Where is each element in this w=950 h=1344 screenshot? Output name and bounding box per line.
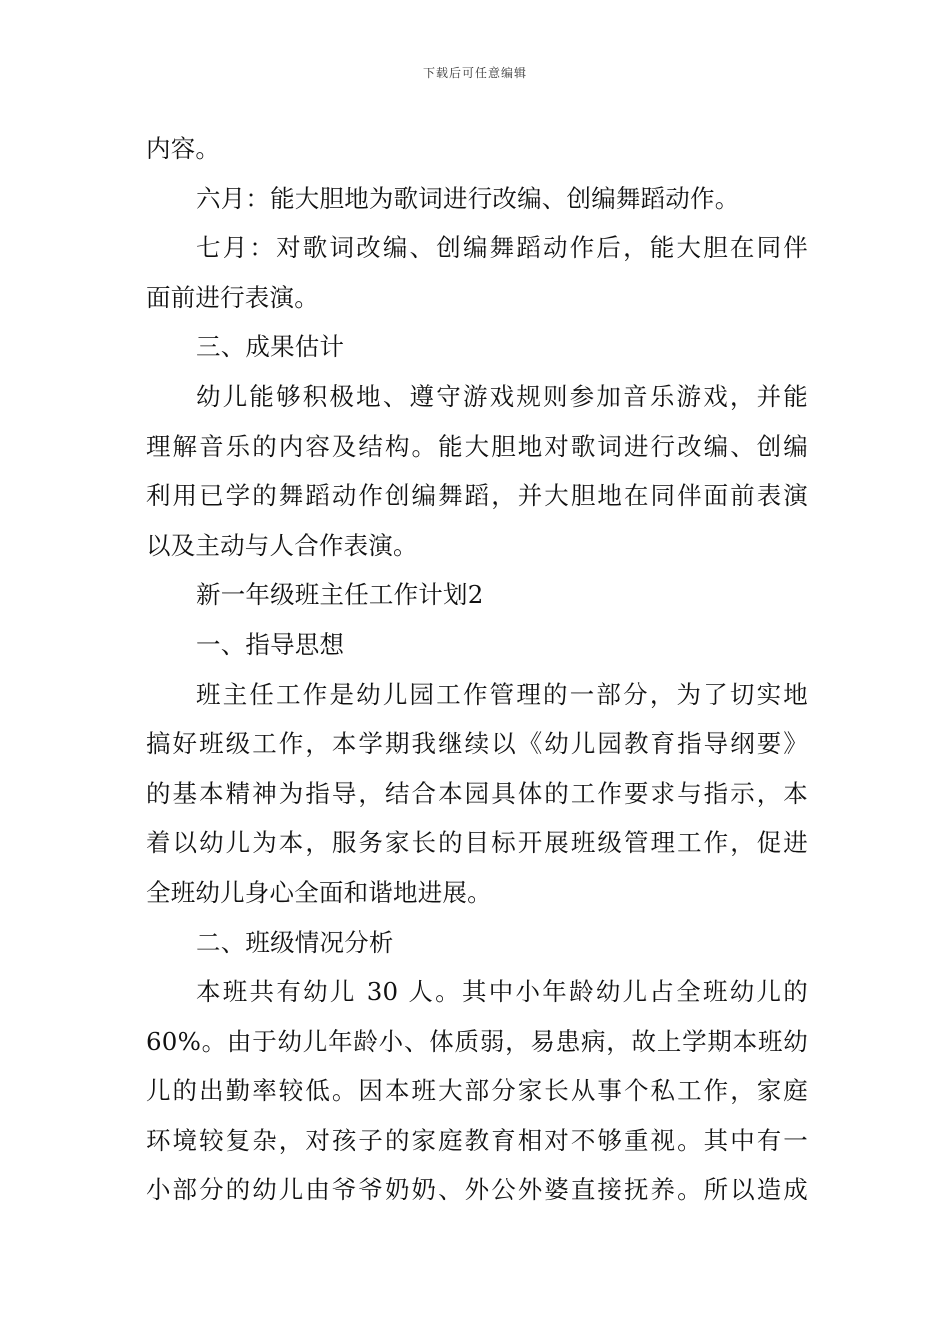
text-line: 环境较复杂，对孩子的家庭教育相对不够重视。其中有一 [146,1125,808,1155]
document-title: 新一年级班主任工作计划2 [196,580,484,610]
text-line: 的基本精神为指导，结合本园具体的工作要求与指示，本 [146,778,808,808]
text-line: 60%。由于幼儿年龄小、体质弱，易患病，故上学期本班幼 [146,1026,808,1056]
page-header: 下载后可任意编辑 [422,66,527,80]
section-heading: 三、成果估计 [196,332,345,362]
text-line: 理解音乐的内容及结构。能大胆地对歌词进行改编、创编 [146,431,808,461]
text-line: 幼儿能够积极地、遵守游戏规则参加音乐游戏，并能 [196,381,808,411]
text-line: 搞好班级工作，本学期我继续以《幼儿园教育指导纲要》 [146,729,808,759]
text-line: 着以幼儿为本，服务家长的目标开展班级管理工作，促进 [146,828,808,858]
text-line: 班主任工作是幼儿园工作管理的一部分，为了切实地 [196,679,808,709]
section-heading: 二、班级情况分析 [196,927,394,957]
section-heading: 一、指导思想 [196,629,345,659]
text-line: 本班共有幼儿 30 人。其中小年龄幼儿占全班幼儿的 [196,977,808,1007]
text-line: 全班幼儿身心全面和谐地进展。 [146,877,492,907]
text-line: 内容。 [146,134,221,163]
text-line: 以及主动与人合作表演。 [146,530,418,560]
document-body [146,124,808,1215]
text-line: 六月：能大胆地为歌词进行改编、创编舞蹈动作。 [196,183,740,213]
text-line: 小部分的幼儿由爷爷奶奶、外公外婆直接抚养。所以造成 [146,1175,808,1205]
text-line: 七月：对歌词改编、创编舞蹈动作后，能大胆在同伴 [196,233,808,263]
text-line: 利用已学的舞蹈动作创编舞蹈，并大胆地在同伴面前表演 [146,481,808,511]
text-line: 儿的出勤率较低。因本班大部分家长从事个私工作，家庭 [146,1076,808,1106]
text-line: 面前进行表演。 [146,282,319,312]
